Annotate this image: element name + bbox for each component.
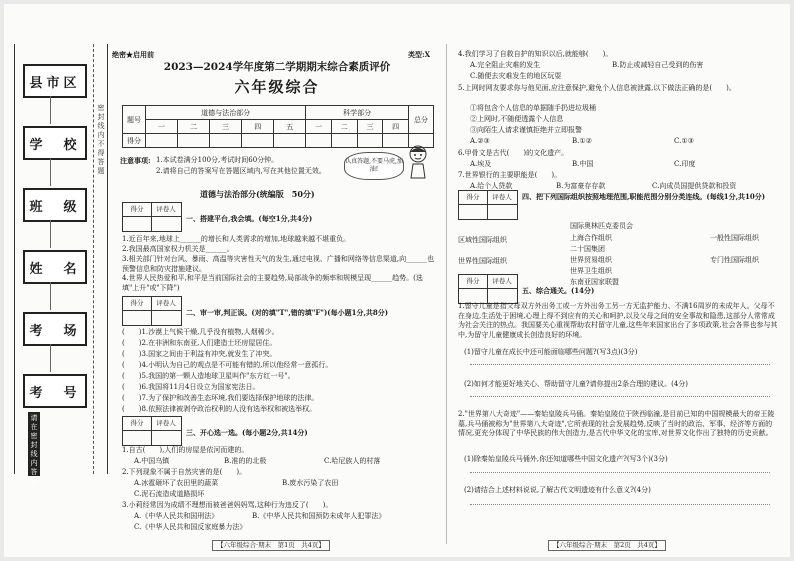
org-name[interactable]: 世界贸易组织 <box>570 256 612 264</box>
score-cell[interactable] <box>146 134 178 148</box>
option[interactable]: C.向成员国提供贷款和投资 <box>652 182 737 190</box>
part2-item: ( )1.沙漠上气候干燥,几乎没有植物,人烟稀少。 <box>122 328 279 336</box>
part2-item: ( )5.我国的第一颗人造地球卫星叫作"东方红一号"。 <box>122 372 295 380</box>
field-exam-number: 考 号 <box>23 374 87 408</box>
binding-strip <box>14 44 108 485</box>
sub-question: (2)请结合上述材料说说,了解古代文明遗迹有什么意义?(4分) <box>464 486 651 494</box>
part2-heading: 二、审一审,判正误。(对的填"T",错的填"F")(每小题1分,共8分) <box>186 308 389 317</box>
answer-line[interactable] <box>470 504 770 505</box>
question-3: 3.小莉经常因为成绩不理想而被爸爸妈妈骂,这种行为违反了( )。 <box>122 501 333 509</box>
score-header-science: 科学部分 <box>306 106 409 120</box>
secret-mark: 绝密★启用前 <box>112 50 154 59</box>
material-2: 2."世界第八大奇迹"——秦始皇陵兵马俑。秦始皇陵位于陕西临潼,是目前已知的中国规模最大的帝王陵墓,兵马俑被称为"世界第八大奇迹",它所表现的社会发展趋势,反映了当时的政治、军事、经济等方面的情况,更充分体现了中华民族的伟大创造力,是古代中华文化的宝库,对世界文化作出了独特的历史贡献。 <box>458 410 775 437</box>
question-4: 4.我们学习了自救自护的知识以后,就能够( )。 <box>458 50 613 58</box>
score-cell[interactable] <box>331 134 357 148</box>
seal-text: 密封线内不得答题 <box>97 104 105 175</box>
score-col: 一 <box>146 120 178 134</box>
score-col: 四 <box>242 120 274 134</box>
score-cell[interactable] <box>357 134 383 148</box>
speech-bubble: 认真答题,不要马虎,加油! <box>344 152 404 180</box>
option[interactable]: C.哈尼族人的村落 <box>324 457 381 465</box>
field-line <box>50 96 51 124</box>
page-footer-right: 【六年级综合·期末 第2页 共4页】 <box>548 540 666 551</box>
score-table <box>122 105 434 148</box>
org-category[interactable]: 专门性国际组织 <box>710 256 759 264</box>
score-cell[interactable] <box>210 134 242 148</box>
paper-type: 类型:X <box>408 50 431 59</box>
option[interactable]: A.埃及 <box>470 160 492 168</box>
notice-item: 1.本试卷满分100分,考试时间60分钟。 <box>156 156 279 164</box>
answer-line[interactable] <box>470 364 770 365</box>
question-6: 6.甲骨文是古代( )的文化遗产。 <box>458 149 569 157</box>
score-col: 三 <box>357 120 383 134</box>
material-1: 1.留守儿童是指父母双方外出务工或一方外出务工另一方无监护能力、不满16周岁的未成年人。父母不在身边,生活处于困境,心理上得不到应有的关心和呵护,以及父母之间的安全事故和隐患,这部分人常常成为社会关注的热点。我国要关心重视帮助农村留守儿童,这些年来国家出台了多项政策,社会各界也参与其中,为留守儿童健康成长创造良好的环境。 <box>458 302 778 339</box>
notice-label: 注意事项: <box>120 156 151 165</box>
scorebox: 得分 评卷人 <box>458 190 518 220</box>
question-2: 2.下列现象不属于自然灾害的是( )。 <box>122 468 247 476</box>
option[interactable]: B.为富豪存存款 <box>556 182 606 190</box>
score-col: 四 <box>383 120 409 134</box>
question-1: 1.自古( ),人们的房屋是依河而建的。 <box>122 446 249 454</box>
part2-item: ( )2.在非洲和东南亚,人们建造土坯房屋居住。 <box>122 339 277 347</box>
option[interactable]: C.泥石流造成道路损坏 <box>134 490 205 498</box>
score-col: 三 <box>210 120 242 134</box>
option[interactable]: A.《中华人民共和国刑法》 <box>134 512 219 520</box>
part3-heading: 三、开心选一选。(每小题2分,共14分) <box>186 428 308 437</box>
column-divider <box>446 44 447 544</box>
org-name[interactable]: 二十国集团 <box>570 245 605 253</box>
left-column <box>112 4 442 557</box>
notice-item: 2.请将自己的答案写在答题区域内,写在其他位置无效。 <box>156 167 326 175</box>
part2-item: ( )4.小明认为自己的观点是不可能有错的,所以他经常一意孤行。 <box>122 361 333 369</box>
option[interactable]: A.②③ <box>470 137 490 145</box>
part2-item: ( )3.国家之间由于利益有冲突,就发生了冲突。 <box>122 350 277 358</box>
part4-heading: 四、把下列国际组织按照地理范围,职能范围分别分类连线。(每线1分,共10分) <box>522 192 766 201</box>
option[interactable]: B.防止或减轻自己受到的伤害 <box>612 61 704 69</box>
org-category[interactable]: 区域性国际组织 <box>458 236 507 244</box>
part1-item: 1.近百年来,地球上______的增长和人类需求的增加,地球越来越不堪重负。 <box>122 235 351 243</box>
option: ①将包含个人信息的单据随手扔进垃圾桶 <box>470 104 596 112</box>
option[interactable]: A.给个人贷款 <box>470 182 513 190</box>
field-exam-room: 考 场 <box>23 312 87 346</box>
field-line <box>50 158 51 186</box>
field-line <box>50 220 51 248</box>
option[interactable]: A.中国乌镇 <box>134 457 170 465</box>
right-column <box>452 4 782 557</box>
score-cell[interactable] <box>242 134 274 148</box>
exam-title: 2023—2024学年度第二学期期末综合素质评价 <box>163 61 391 73</box>
part1-item: 3.相关部门针对台风、暴雨、高温等灾害性天气的发生,通过电视、广播和网络等信息渠道,向______也预警信息和防灾措施建议。 <box>122 255 435 273</box>
option[interactable]: C.《中华人民共和国反家庭暴力法》 <box>134 523 247 531</box>
option[interactable]: C.印度 <box>674 160 696 168</box>
score-cell[interactable] <box>178 134 210 148</box>
question-5: 5.上网时网友要求你与他见面,应注意保护,避免个人信息被泄露,以下做法正确的是( )。 <box>458 84 736 92</box>
question-7: 7.世界银行的主要职能是( )。 <box>458 171 562 179</box>
score-col: 一 <box>306 120 332 134</box>
exam-subject: 六年级综合 <box>234 78 320 96</box>
option: ②上网时,不随便透露个人信息 <box>470 115 564 123</box>
option[interactable]: A.完全阻止灾难的发生 <box>470 61 541 69</box>
option: ③向陌生人请求谨慎拒绝并立即报警 <box>470 126 582 134</box>
field-county: 县市区 <box>23 64 87 98</box>
option[interactable]: A.冰雹砸坏了农田里的蔬菜 <box>134 479 219 487</box>
sub-question: (1)除秦始皇陵兵马俑外,你还知道哪些中国文化遗产?(写3个)(3分) <box>464 455 668 463</box>
field-line <box>50 282 51 310</box>
option[interactable]: B.废水污染了农田 <box>282 479 339 487</box>
option[interactable]: C.随便去灾难发生的地区玩耍 <box>470 72 562 80</box>
section-title: 道德与法治部分(统编版 50分) <box>200 189 315 199</box>
part5-heading: 五、综合通关。(14分) <box>522 286 595 295</box>
sub-question: (2)如何才能更好地关心、帮助留守儿童?请你提出2条合理的建议。(4分) <box>464 380 689 388</box>
part1-heading: 一、搭建平台,我会填。(每空1分,共4分) <box>186 214 313 223</box>
org-name[interactable]: 上海合作组织 <box>570 234 612 242</box>
field-name: 姓 名 <box>23 250 87 284</box>
exam-sheet <box>4 4 790 557</box>
field-school: 学 校 <box>23 126 87 160</box>
part1-item: 2.我国最高国家权力机关是______。 <box>122 245 234 253</box>
page-footer-left: 【六年级综合·期末 第1页 共4页】 <box>212 540 330 551</box>
scorebox: 得分 评卷人 <box>122 296 182 326</box>
option[interactable]: B.准的的北极 <box>224 457 267 465</box>
score-row-label: 得分 <box>123 134 146 148</box>
score-cell[interactable] <box>274 134 306 148</box>
part1-item: 4.世界人民热爱和平,和平是当前国际社会的主要趋势,局部战争的频率和规模呈现______趋势。(选填"上升"或"下降") <box>122 274 423 292</box>
scorebox: 得分 评卷人 <box>122 202 182 232</box>
score-header-label: 题号 <box>123 106 146 134</box>
org-name[interactable]: 东南亚国家联盟 <box>570 278 619 286</box>
score-header-total: 总分 <box>409 106 434 134</box>
answer-line[interactable] <box>470 396 770 397</box>
option[interactable]: C.①③ <box>674 137 694 145</box>
org-category[interactable]: 一般性国际组织 <box>710 234 759 242</box>
org-category[interactable]: 世界性国际组织 <box>458 257 507 265</box>
part2-item: ( )6.我国将11月4日设立为国家宪法日。 <box>122 383 260 391</box>
field-line <box>50 344 51 372</box>
option[interactable]: B.《中华人民共和国预防未成年人犯罪法》 <box>252 512 386 520</box>
scorebox: 得分 评卷人 <box>458 274 518 304</box>
sub-question: (1)留守儿童在成长中还可能面临哪些问题?(写3点)(3分) <box>464 348 638 356</box>
score-col: 二 <box>178 120 210 134</box>
cartoon-kid-icon <box>404 144 432 180</box>
org-name[interactable]: 世界卫生组织 <box>570 267 612 275</box>
scorebox: 得分 评卷人 <box>122 416 182 446</box>
org-name[interactable]: 国际奥林匹克委员会 <box>570 222 633 230</box>
option[interactable]: B.中国 <box>572 160 594 168</box>
score-cell[interactable] <box>306 134 332 148</box>
option[interactable]: B.①② <box>572 137 592 145</box>
score-header-moral: 道德与法治部分 <box>146 106 306 120</box>
answer-line[interactable] <box>470 472 770 473</box>
seal-line <box>93 44 94 474</box>
part2-item: ( )8.依照法律被剥夺政治权利的人没有选举权和被选举权。 <box>122 405 317 413</box>
score-col: 五 <box>274 120 306 134</box>
score-col: 二 <box>331 120 357 134</box>
part2-item: ( )7.为了保护和改善生态环境,我们要选择保护地球的法律。 <box>122 394 319 402</box>
stripe-note: 请在密封线内答题 <box>28 412 40 476</box>
field-class: 班 级 <box>23 188 87 222</box>
